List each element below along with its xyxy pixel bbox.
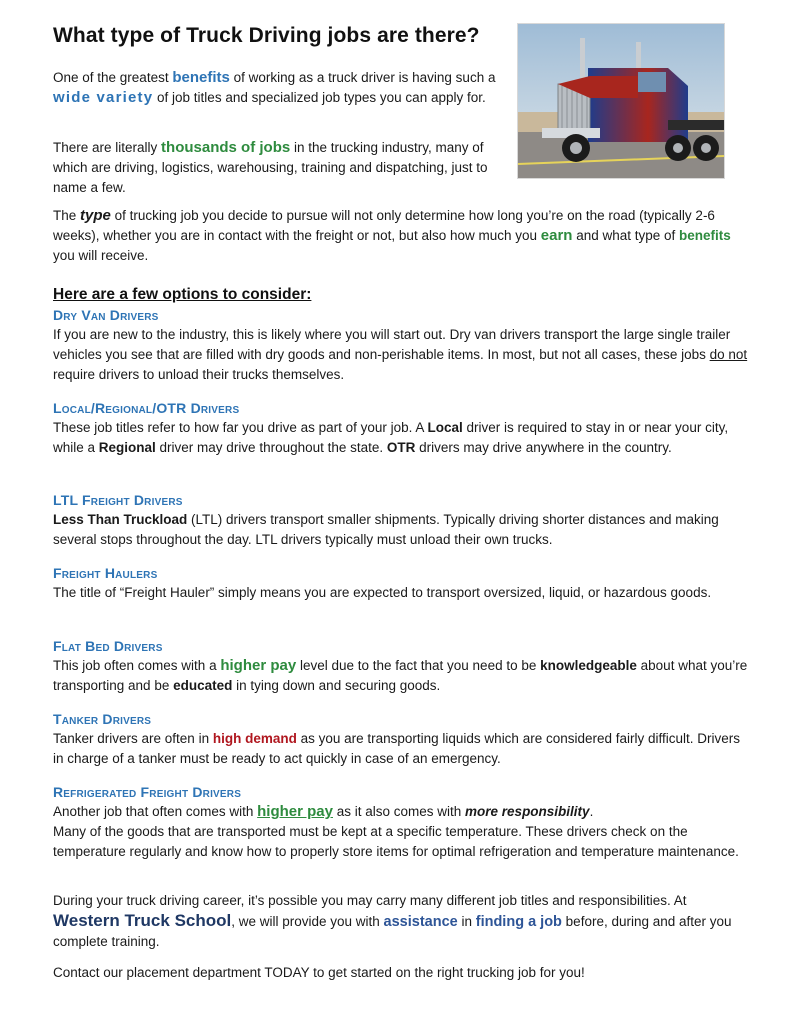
section-heading: Dry Van Drivers <box>53 307 159 323</box>
bold-local: Local <box>427 420 463 435</box>
text: , we will provide you with <box>231 914 384 929</box>
section-heading: Freight Haulers <box>53 565 158 581</box>
text: in <box>457 914 476 929</box>
bold-regional: Regional <box>98 440 156 455</box>
truck-photo <box>517 23 725 179</box>
text: of working as a truck driver is having such a <box>229 70 496 85</box>
section-body <box>53 802 753 822</box>
highlight-finding-a-job: finding a job <box>475 914 562 930</box>
bold-more-responsibility: more responsibility <box>465 804 590 819</box>
text: about what you’re transporting and be <box>53 658 748 693</box>
text: These job titles refer to how far you drive as part of your job. A <box>53 420 428 435</box>
text: level due to the fact that you need to be <box>296 658 541 673</box>
text: driver may drive throughout the state. <box>155 440 387 455</box>
section-body <box>53 325 753 385</box>
section-body <box>53 729 753 769</box>
section-body-2: Many of the goods that are transported must be kept at a specific temperature. These drivers check on the temperature regularly and know how to properly store items for optimal refrigeration and temperature maintenance. <box>53 824 739 859</box>
section-body <box>53 418 753 458</box>
page-title: What type of Truck Driving jobs are there? <box>53 24 480 47</box>
closing-paragraph <box>53 891 753 952</box>
section-heading: LTL Freight Drivers <box>53 492 183 508</box>
section-flat-bed <box>53 636 753 696</box>
highlight-type: type <box>80 207 111 224</box>
text: (LTL) drivers transport smaller shipments. Typically driving shorter distances and making several stops throughout the day. LTL drivers typically must unload their own trucks. <box>53 512 719 547</box>
intro-paragraph-2 <box>53 138 493 198</box>
bold-less-than-truckload: Less Than Truckload <box>53 512 188 527</box>
highlight-benefits-2: benefits <box>679 228 731 243</box>
section-local-regional-otr <box>53 398 753 458</box>
intro-paragraph-3 <box>53 206 749 266</box>
section-heading: Tanker Drivers <box>53 711 152 727</box>
text: This job often comes with a <box>53 658 221 673</box>
section-heading: Refrigerated Freight Drivers <box>53 784 242 800</box>
highlight-assistance: assistance <box>383 914 458 930</box>
underlined-do-not: do not <box>709 347 748 362</box>
options-heading: Here are a few options to consider: <box>53 286 312 303</box>
bold-educated: educated <box>173 678 233 693</box>
call-to-action: Contact our placement department TODAY to get started on the right trucking job for you! <box>53 965 585 980</box>
text: If you are new to the industry, this is likely where you will start out. Dry van drivers transport the large single trailer vehicles you see that are filled with dry goods and non-perishable items. In most, but not all cases, these jobs <box>53 327 731 362</box>
highlight-wide-variety: wide variety <box>53 89 154 106</box>
text: driver is required to stay in or near your city, while a <box>53 420 729 455</box>
text: before, during and after you complete training. <box>53 914 732 949</box>
section-tanker <box>53 709 753 769</box>
section-dry-van <box>53 305 753 385</box>
text: as you are transporting liquids which are considered fairly difficult. Drivers in charge of a tanker must be ready to act quickly in case of an emergency. <box>53 731 741 766</box>
highlight-earn: earn <box>540 227 573 244</box>
bold-otr: OTR <box>386 440 416 455</box>
highlight-high-demand: high demand <box>212 731 297 746</box>
highlight-thousands-of-jobs: thousands of jobs <box>161 139 291 156</box>
highlight-benefits: benefits <box>172 69 230 86</box>
text: During your truck driving career, it’s possible you may carry many different job titles and responsibilities. At <box>53 893 687 908</box>
highlight-western-truck-school: Western Truck School <box>53 911 232 930</box>
highlight-higher-pay: higher pay <box>220 657 297 674</box>
section-heading: Flat Bed Drivers <box>53 638 163 654</box>
text: of trucking job you decide to pursue will not only determine how long you’re on the road (typically 2-6 weeks), whether you are in contact with the freight or not, but also how much you <box>53 208 715 243</box>
bold-knowledgeable: knowledgeable <box>540 658 637 673</box>
text: and what type of <box>572 228 680 243</box>
section-heading: Local/Regional/OTR Drivers <box>53 400 240 416</box>
section-body: The title of “Freight Hauler” simply means you are expected to transport oversized, liquid, or hazardous goods. <box>53 585 712 600</box>
text: drivers may drive anywhere in the country. <box>415 440 672 455</box>
text: as it also comes with <box>332 804 466 819</box>
section-freight-haulers <box>53 563 753 603</box>
truck-illustration <box>518 24 724 178</box>
text: you will receive. <box>53 248 149 263</box>
text: Tanker drivers are often in <box>53 731 213 746</box>
text: in tying down and securing goods. <box>232 678 441 693</box>
text: . <box>589 804 594 819</box>
section-body <box>53 510 753 550</box>
text: of job titles and specialized job types you can apply for. <box>153 90 486 105</box>
text: One of the greatest <box>53 70 173 85</box>
section-body <box>53 656 753 696</box>
text: Another job that often comes with <box>53 804 258 819</box>
section-ltl <box>53 490 753 550</box>
text: require drivers to unload their trucks themselves. <box>53 367 345 382</box>
intro-paragraph-1 <box>53 68 503 108</box>
section-refrigerated <box>53 782 753 862</box>
text: There are literally <box>53 140 162 155</box>
highlight-higher-pay-underlined: higher pay <box>257 803 333 820</box>
text: The <box>53 208 81 223</box>
text: in the trucking industry, many of which are driving, logistics, warehousing, training and dispatching, just to name a few. <box>53 140 488 195</box>
